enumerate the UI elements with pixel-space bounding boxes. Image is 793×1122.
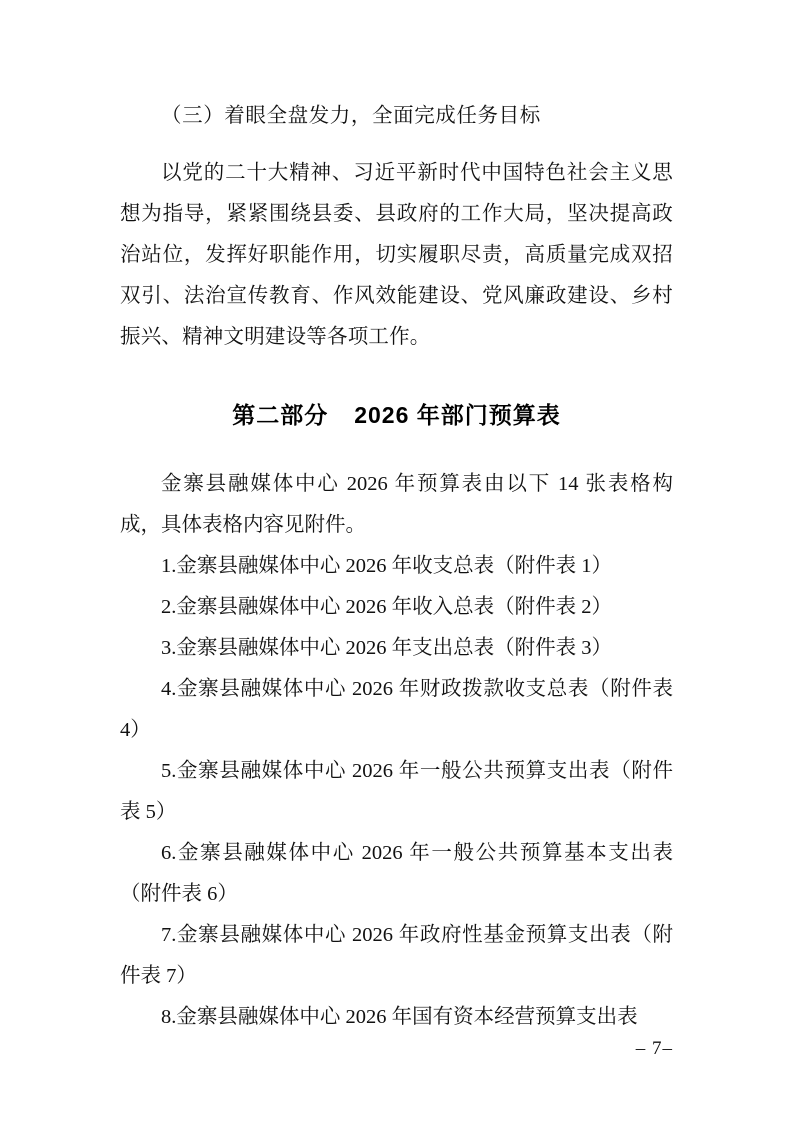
list-item: 5.金寨县融媒体中心 2026 年一般公共预算支出表（附件表 5） xyxy=(120,760,673,823)
part-title-label: 第二部分 xyxy=(232,402,329,428)
list-item: 8.金寨县融媒体中心 2026 年国有资本经营预算支出表 xyxy=(161,1006,638,1028)
intro-paragraph: 金寨县融媒体中心 2026 年预算表由以下 14 张表格构成，具体表格内容见附件。 xyxy=(120,473,673,536)
list-item: 7.金寨县融媒体中心 2026 年政府性基金预算支出表（附件表 7） xyxy=(120,924,673,987)
list-item: 4.金寨县融媒体中心 2026 年财政拨款收支总表（附件表 4） xyxy=(120,678,673,741)
section-paragraph: 以党的二十大精神、习近平新时代中国特色社会主义思想为指导，紧紧围绕县委、县政府的工作大局，坚决提高政治站位，发挥好职能作用，切实履职尽责，高质量完成双招双引、法治宣传教育、作风效能建设、党风廉政建设、乡村振兴、精神文明建设等各项工作。 xyxy=(120,161,673,348)
page-number: – 7– xyxy=(635,1038,673,1059)
list-item: 2.金寨县融媒体中心 2026 年收入总表（附件表 2） xyxy=(161,596,612,618)
list-item: 6.金寨县融媒体中心 2026 年一般公共预算基本支出表（附件表 6） xyxy=(120,842,673,905)
list-item: 1.金寨县融媒体中心 2026 年收支总表（附件表 1） xyxy=(161,555,612,577)
part-title-subject: 2026 年部门预算表 xyxy=(354,402,561,428)
list-item: 3.金寨县融媒体中心 2026 年支出总表（附件表 3） xyxy=(161,637,612,659)
part-title xyxy=(120,397,673,430)
section-heading: （三）着眼全盘发力，全面完成任务目标 xyxy=(161,104,541,127)
document-body xyxy=(120,96,673,1038)
